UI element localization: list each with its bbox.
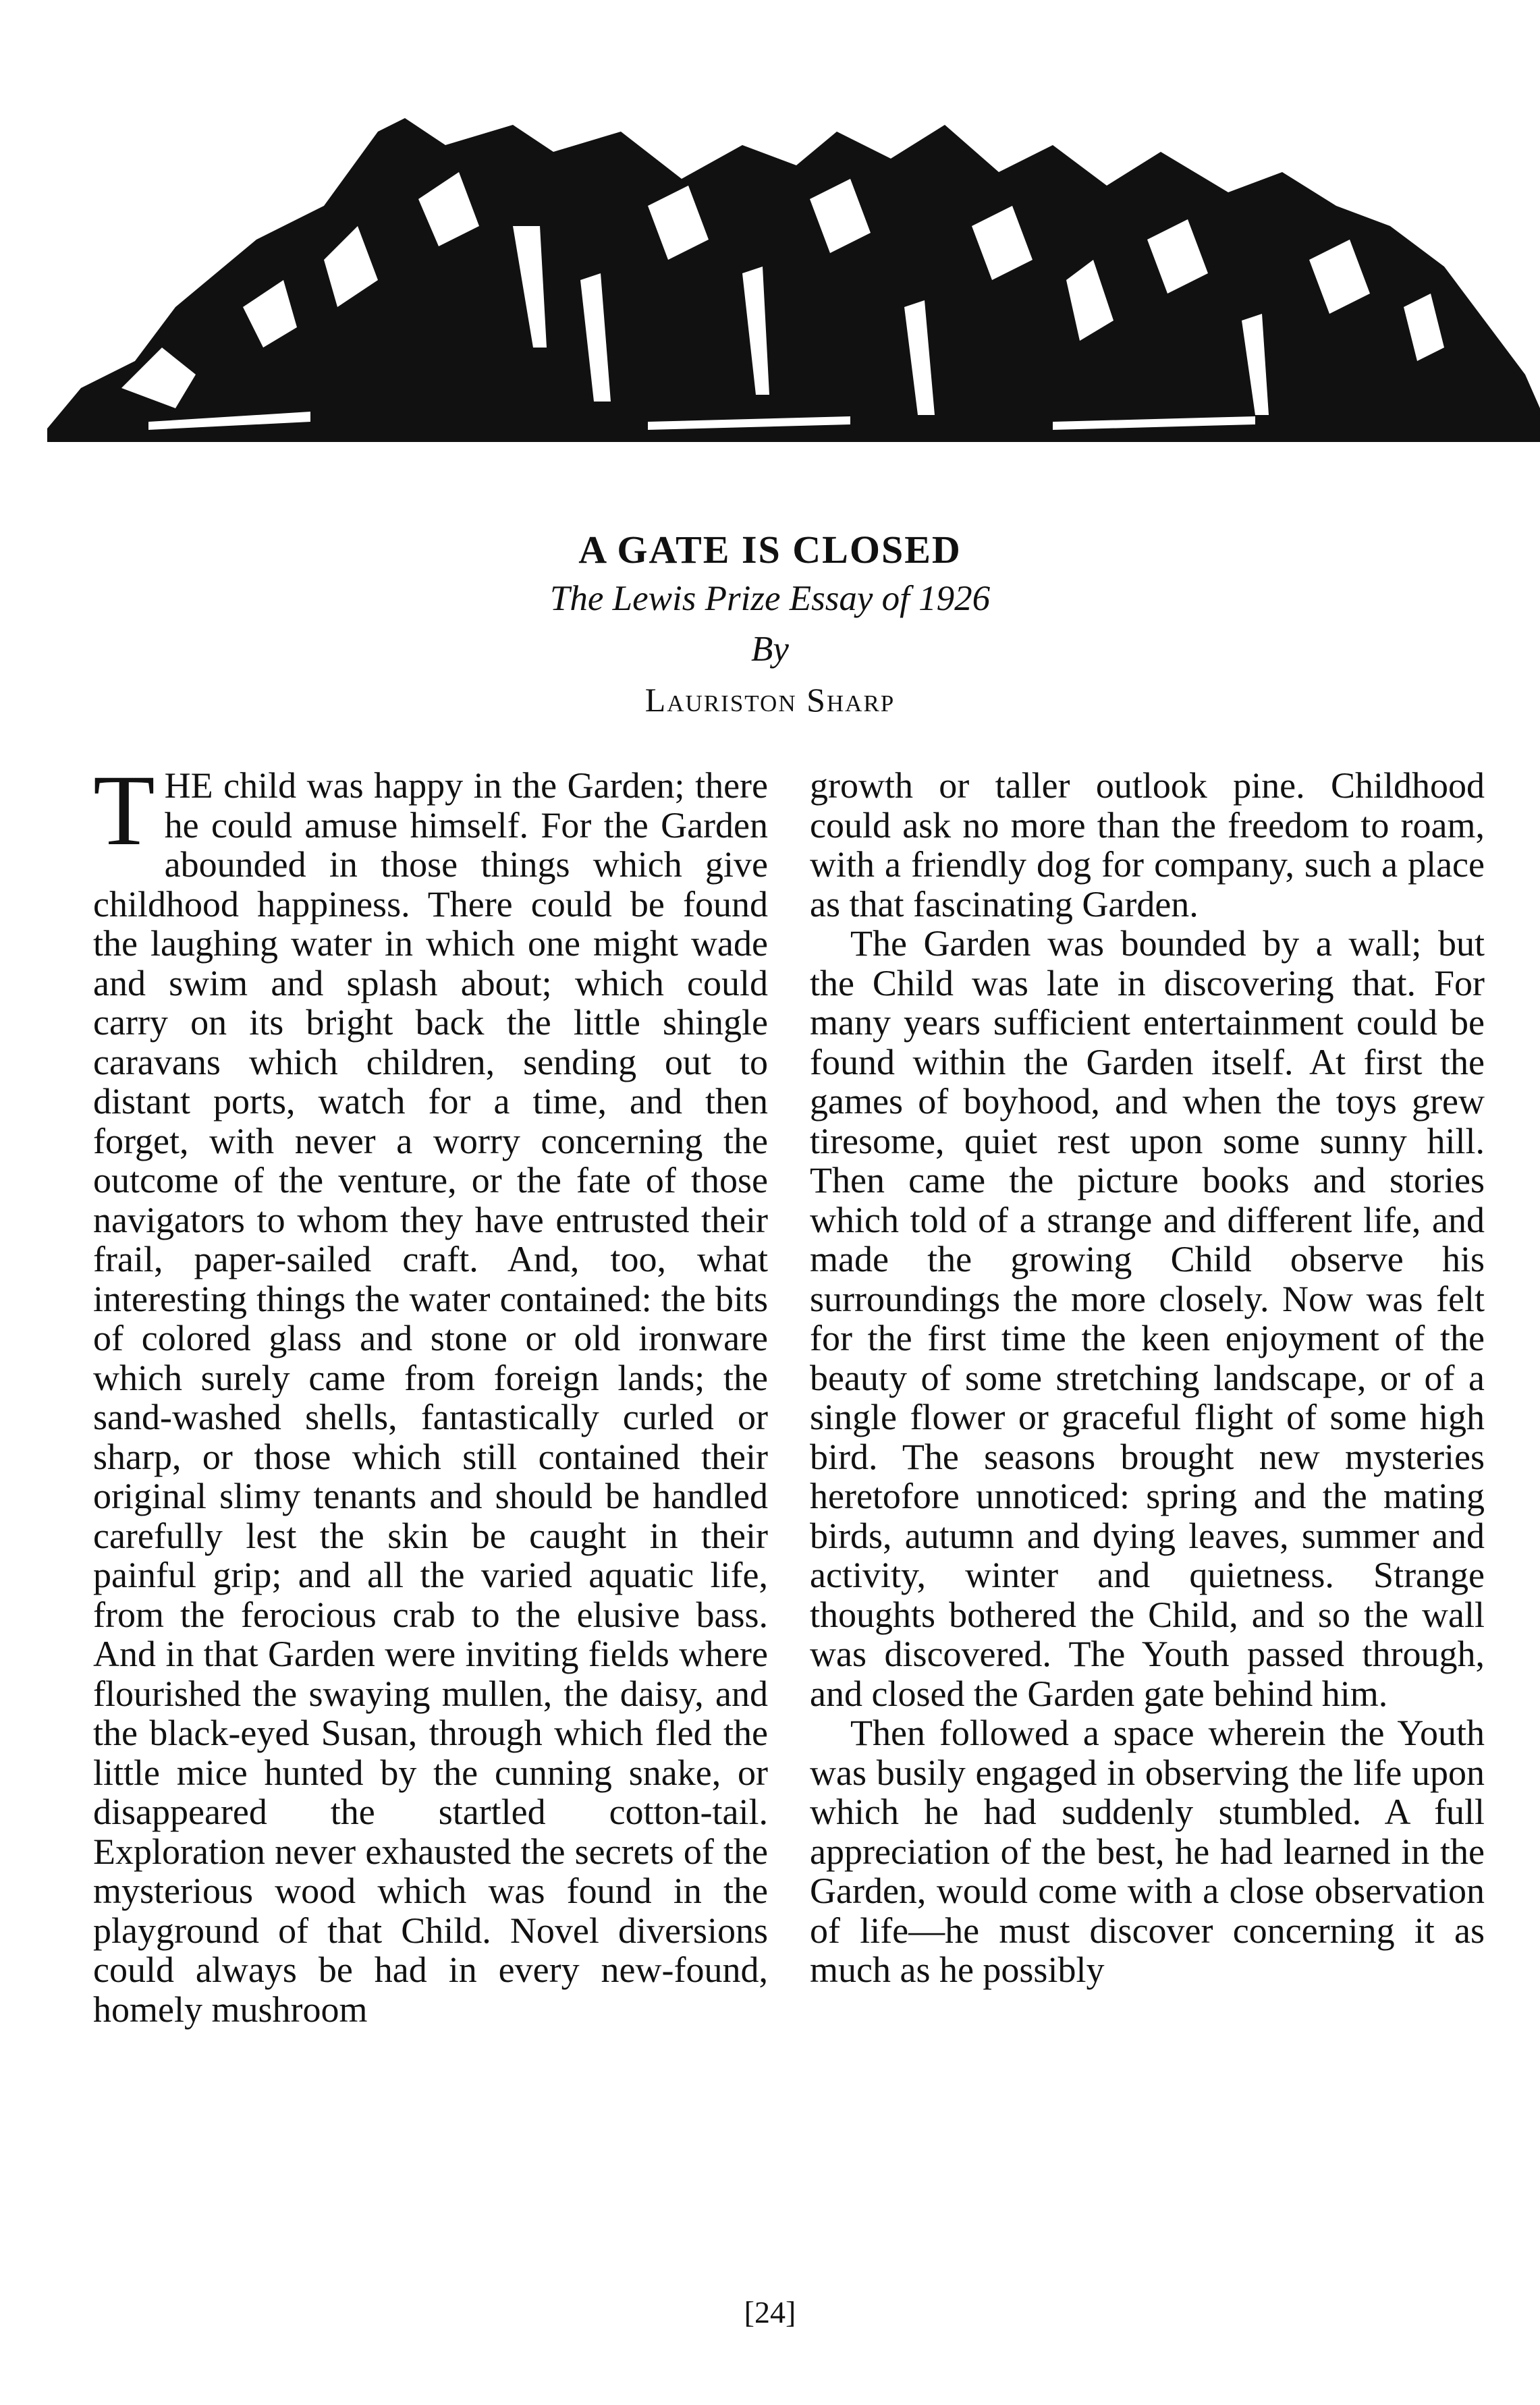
article-subtitle: The Lewis Prize Essay of 1926 xyxy=(549,579,991,618)
paragraph: Then followed a space wherein the Youth was busily engaged in observing the life upon which he had suddenly stumbled. A full appreciation of the best, he had learned in the Garden, would come with a close observation of life—he must discover concerning it as much as he possibly xyxy=(810,1713,1485,1990)
drop-cap: T xyxy=(93,754,155,866)
paragraph-text: HE child was happy in the Garden; there he could amuse himself. For the Garden abounded in those things which give childhood happiness. There could be found the laughing water in which one might wade and swim and splash about; which could carry on its bright back the little shingle caravans which children, sending out to distant ports, watch for a time, and then forget, with never a worry concerning the outcome of the venture, or the fate of those navigators to whom they have entrusted their frail, paper-sailed craft. And, too, what interesting things the water contained: the bits of colored glass and stone or old ironware which surely came from foreign lands; the sand-washed shells, fantastically curled or sharp, or those which still contained their original slimy tenants and should be handled carefully lest the skin be caught in their painful grip; and all the varied aquatic life, from the ferocious crab to the elusive bass. And in that Garden were inviting fields where flourished the swaying mullen, the daisy, and the black-eyed Susan, through which fled the little mice hunted by the cunning snake, or disappeared the startled cotton-tail. Exploration never exhausted the secrets of the mysterious wood which was found in the playground of that Child. Novel diversions could always be had in every new-found, homely mushroom xyxy=(93,765,768,2030)
left-column xyxy=(93,754,768,2030)
paragraph: growth or taller outlook pine. Childhood could ask no more than the freedom to roam, with a friendly dog for company, such a place as that fascinating Garden. xyxy=(810,765,1485,924)
woodcut-illustration xyxy=(40,105,1540,469)
author-name: Lauriston Sharp xyxy=(644,681,896,719)
paragraph xyxy=(93,754,768,2030)
byline-label: By xyxy=(751,630,789,669)
page-number: [24] xyxy=(744,2295,796,2329)
title-block xyxy=(0,526,1540,725)
right-column xyxy=(810,766,1485,1990)
article-title: A GATE IS CLOSED xyxy=(578,528,962,572)
paragraph: The Garden was bounded by a wall; but the Child was late in discovering that. For many years sufficient entertainment could be found within the Garden itself. At first the games of boyhood, and when the toys grew tiresome, quiet rest upon some sunny hill. Then came the picture books and stories which told of a strange and different life, and made the growing Child observe his surroundings the more closely. Now was felt for the first time the keen enjoyment of the beauty of some stretching landscape, or of a single flower or graceful flight of some high bird. The seasons brought new mysteries heretofore unnoticed: spring and the mating birds, autumn and dying leaves, summer and activity, winter and quietness. Strange thoughts bothered the Child, and so the wall was discovered. The Youth passed through, and closed the Garden gate behind him. xyxy=(810,923,1485,1714)
